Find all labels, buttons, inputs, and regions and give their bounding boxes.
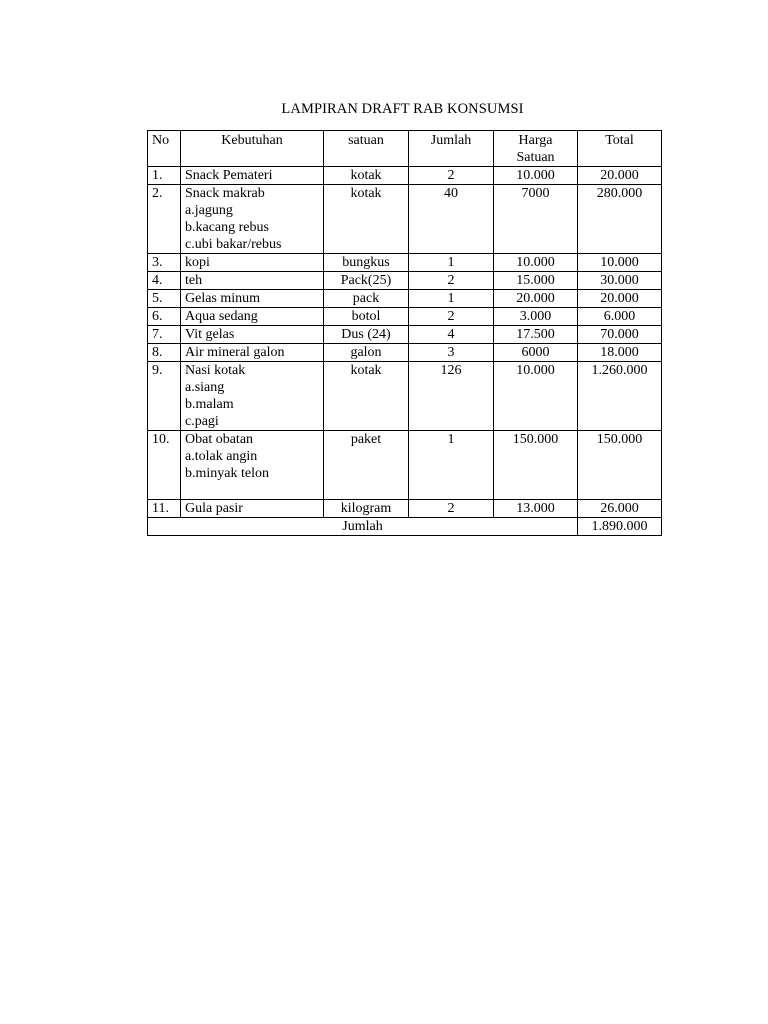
row-satuan: kotak (324, 167, 409, 185)
row-total: 20.000 (578, 290, 662, 308)
row-kebutuhan (181, 167, 324, 185)
row-total: 26.000 (578, 500, 662, 518)
row-satuan: paket (324, 431, 409, 500)
header-harga-line2: Satuan (516, 150, 555, 165)
row-harga-satuan: 17.500 (494, 326, 578, 344)
row-jumlah: 2 (409, 500, 494, 518)
row-total: 150.000 (578, 431, 662, 500)
row-kebutuhan-label: Gelas minum (185, 291, 261, 306)
table-row (148, 185, 662, 254)
table-header-row (148, 131, 662, 167)
row-total: 280.000 (578, 185, 662, 254)
row-kebutuhan-label: Obat obatan (185, 432, 254, 447)
header-harga-satuan (494, 131, 578, 167)
row-no: 7. (148, 326, 181, 344)
row-kebutuhan-label: teh (185, 273, 203, 288)
row-harga-satuan: 15.000 (494, 272, 578, 290)
row-satuan: kotak (324, 185, 409, 254)
row-satuan: bungkus (324, 254, 409, 272)
footer-total: 1.890.000 (578, 518, 662, 536)
row-jumlah: 40 (409, 185, 494, 254)
row-harga-satuan: 150.000 (494, 431, 578, 500)
row-harga-satuan: 10.000 (494, 362, 578, 431)
row-satuan: pack (324, 290, 409, 308)
row-harga-satuan: 10.000 (494, 167, 578, 185)
table-footer-row (148, 518, 662, 536)
table-body (148, 167, 662, 518)
row-total: 1.260.000 (578, 362, 662, 431)
row-satuan: Pack(25) (324, 272, 409, 290)
row-kebutuhan-subitem: c.ubi bakar/rebus (185, 237, 282, 252)
row-jumlah: 2 (409, 272, 494, 290)
row-kebutuhan (181, 500, 324, 518)
table-row (148, 272, 662, 290)
row-jumlah: 3 (409, 344, 494, 362)
row-kebutuhan (181, 272, 324, 290)
table-row (148, 500, 662, 518)
document-title: LAMPIRAN DRAFT RAB KONSUMSI (281, 101, 524, 117)
row-total: 6.000 (578, 308, 662, 326)
row-kebutuhan-label: Air mineral galon (185, 345, 285, 360)
row-kebutuhan (181, 344, 324, 362)
row-kebutuhan-label: Snack Pemateri (185, 168, 273, 183)
header-jumlah: Jumlah (409, 131, 494, 167)
header-total: Total (578, 131, 662, 167)
row-jumlah: 2 (409, 308, 494, 326)
row-no: 2. (148, 185, 181, 254)
row-no: 1. (148, 167, 181, 185)
table-row (148, 344, 662, 362)
footer-label: Jumlah (148, 518, 578, 536)
row-kebutuhan (181, 290, 324, 308)
rab-table (147, 130, 662, 536)
row-no: 5. (148, 290, 181, 308)
row-harga-satuan: 7000 (494, 185, 578, 254)
row-kebutuhan (181, 185, 324, 254)
row-harga-satuan: 20.000 (494, 290, 578, 308)
row-harga-satuan: 13.000 (494, 500, 578, 518)
row-kebutuhan (181, 362, 324, 431)
row-kebutuhan-label: Aqua sedang (185, 309, 258, 324)
row-harga-satuan: 10.000 (494, 254, 578, 272)
row-total: 18.000 (578, 344, 662, 362)
table-row (148, 431, 662, 500)
table-row (148, 254, 662, 272)
row-kebutuhan (181, 308, 324, 326)
row-total: 20.000 (578, 167, 662, 185)
row-kebutuhan-label: Vit gelas (185, 327, 235, 342)
row-kebutuhan (181, 254, 324, 272)
header-no: No (148, 131, 181, 167)
row-jumlah: 4 (409, 326, 494, 344)
row-satuan: Dus (24) (324, 326, 409, 344)
row-jumlah: 126 (409, 362, 494, 431)
row-satuan: galon (324, 344, 409, 362)
row-satuan: kilogram (324, 500, 409, 518)
header-satuan: satuan (324, 131, 409, 167)
row-total: 30.000 (578, 272, 662, 290)
row-kebutuhan-subitem: a.tolak angin (185, 449, 258, 464)
row-harga-satuan: 6000 (494, 344, 578, 362)
row-no: 8. (148, 344, 181, 362)
row-kebutuhan (181, 431, 324, 500)
row-no: 4. (148, 272, 181, 290)
row-jumlah: 1 (409, 254, 494, 272)
row-kebutuhan-label: Gula pasir (185, 501, 243, 516)
header-harga-line1: Harga (518, 133, 553, 148)
table-row (148, 167, 662, 185)
table-row (148, 308, 662, 326)
row-kebutuhan-subitem: b.kacang rebus (185, 220, 269, 235)
row-kebutuhan-subitem: a.jagung (185, 203, 233, 218)
row-satuan: kotak (324, 362, 409, 431)
row-jumlah: 2 (409, 167, 494, 185)
row-no: 10. (148, 431, 181, 500)
row-no: 11. (148, 500, 181, 518)
header-kebutuhan: Kebutuhan (181, 131, 324, 167)
table-row (148, 362, 662, 431)
row-kebutuhan (181, 326, 324, 344)
row-kebutuhan-subitem: a.siang (185, 380, 225, 395)
row-jumlah: 1 (409, 431, 494, 500)
row-no: 6. (148, 308, 181, 326)
row-harga-satuan: 3.000 (494, 308, 578, 326)
row-kebutuhan-subitem: b.minyak telon (185, 466, 269, 481)
table-row (148, 290, 662, 308)
row-satuan: botol (324, 308, 409, 326)
row-kebutuhan-label: Snack makrab (185, 186, 265, 201)
row-kebutuhan-label: Nasi kotak (185, 363, 246, 378)
row-kebutuhan-subitem: c.pagi (185, 414, 219, 429)
row-kebutuhan-subitem: b.malam (185, 397, 234, 412)
row-jumlah: 1 (409, 290, 494, 308)
table-row (148, 326, 662, 344)
row-no: 3. (148, 254, 181, 272)
row-total: 10.000 (578, 254, 662, 272)
row-no: 9. (148, 362, 181, 431)
row-total: 70.000 (578, 326, 662, 344)
row-kebutuhan-label: kopi (185, 255, 210, 270)
